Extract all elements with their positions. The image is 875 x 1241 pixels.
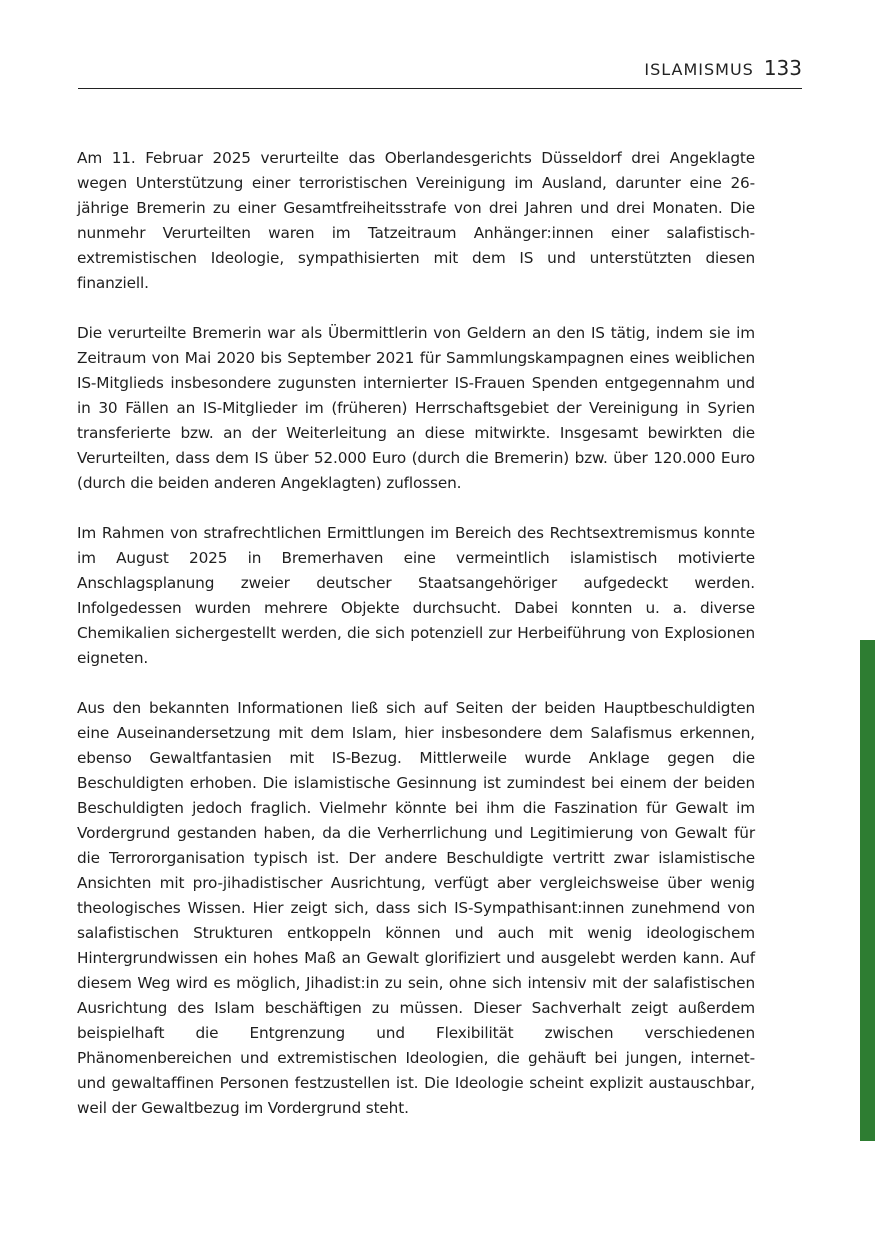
paragraph-1: Am 11. Februar 2025 verurteilte das Oberlandesgerichts Düsseldorf drei Angeklagte wegen Unterstützung einer terroristischen Vereinigung im Ausland, darunter eine 26-jährige Bremerin zu einer Gesamtfreiheitsstrafe von drei Jahren und drei Monaten. Die nunmehr Verurteilten waren im Tatzeitraum Anhänger:innen einer salafistisch-extremistischen Ideologie, sympathisierten mit dem IS und unterstützten diesen finanziell. [77, 149, 755, 292]
section-title: ISLAMISMUS [644, 60, 754, 79]
paragraph-3: Im Rahmen von strafrechtlichen Ermittlungen im Bereich des Rechtsextremismus konnte im August 2025 in Bremerhaven eine vermeintlich islamistisch motivierte Anschlagsplanung zweier deutscher Staatsangehöriger aufgedeckt werden. Infolgedessen wurden mehrere Objekte durchsucht. Dabei konnten u. a. diverse Chemikalien sichergestellt werden, die sich potenziell zur Herbeiführung von Explosionen eigneten. [77, 524, 755, 667]
page-number: 133 [763, 56, 802, 80]
running-header [78, 56, 802, 89]
section-side-tab [860, 640, 875, 1141]
paragraph-4: Aus den bekannten Informationen ließ sich auf Seiten der beiden Hauptbeschuldigten eine Auseinandersetzung mit dem Islam, hier insbesondere dem Salafismus erkennen, ebenso Gewaltfantasien mit IS-Bezug. Mittlerweile wurde Anklage gegen die Beschuldigten erhoben. Die islamistische Gesinnung ist zumindest bei einem der beiden Beschuldigten jedoch fraglich. Vielmehr könnte bei ihm die Faszination für Gewalt im Vordergrund gestanden haben, da die Verherrlichung und Legitimierung von Gewalt für die Terrororganisation typisch ist. Der andere Beschuldigte vertritt zwar islamistische Ansichten mit pro-jihadistischer Ausrichtung, verfügt aber vergleichsweise über wenig theologisches Wissen. Hier zeigt sich, dass sich IS-Sympathisant:innen zunehmend von salafistischen Strukturen entkoppeln können und auch mit wenig ideologischem Hintergrundwissen ein hohes Maß an Gewalt glorifiziert und ausgelebt werden kann. Auf diesem Weg wird es möglich, Jihadist:in zu sein, ohne sich intensiv mit der salafistischen Ausrichtung des Islam beschäftigen zu müssen. Dieser Sachverhalt zeigt außerdem beispielhaft die Entgrenzung und Flexibilität zwischen verschiedenen Phänomenbereichen und extremistischen Ideologien, die gehäuft bei jungen, internet- und gewaltaffinen Personen festzustellen ist. Die Ideologie scheint explizit austauschbar, weil der Gewaltbezug im Vordergrund steht. [77, 699, 755, 1117]
paragraph-2: Die verurteilte Bremerin war als Übermittlerin von Geldern an den IS tätig, indem sie im Zeitraum von Mai 2020 bis September 2021 für Sammlungskampagnen eines weiblichen IS-Mitglieds insbesondere zugunsten internierter IS-Frauen Spenden entgegennahm und in 30 Fällen an IS-Mitglieder im (früheren) Herrschaftsgebiet der Vereinigung in Syrien transferierte bzw. an der Weiterleitung an diese mitwirkte. Insgesamt bewirkten die Verurteilten, dass dem IS über 52.000 Euro (durch die Bremerin) bzw. über 120.000 Euro (durch die beiden anderen Angeklagten) zuflossen. [77, 324, 755, 492]
body-text [77, 146, 755, 1146]
